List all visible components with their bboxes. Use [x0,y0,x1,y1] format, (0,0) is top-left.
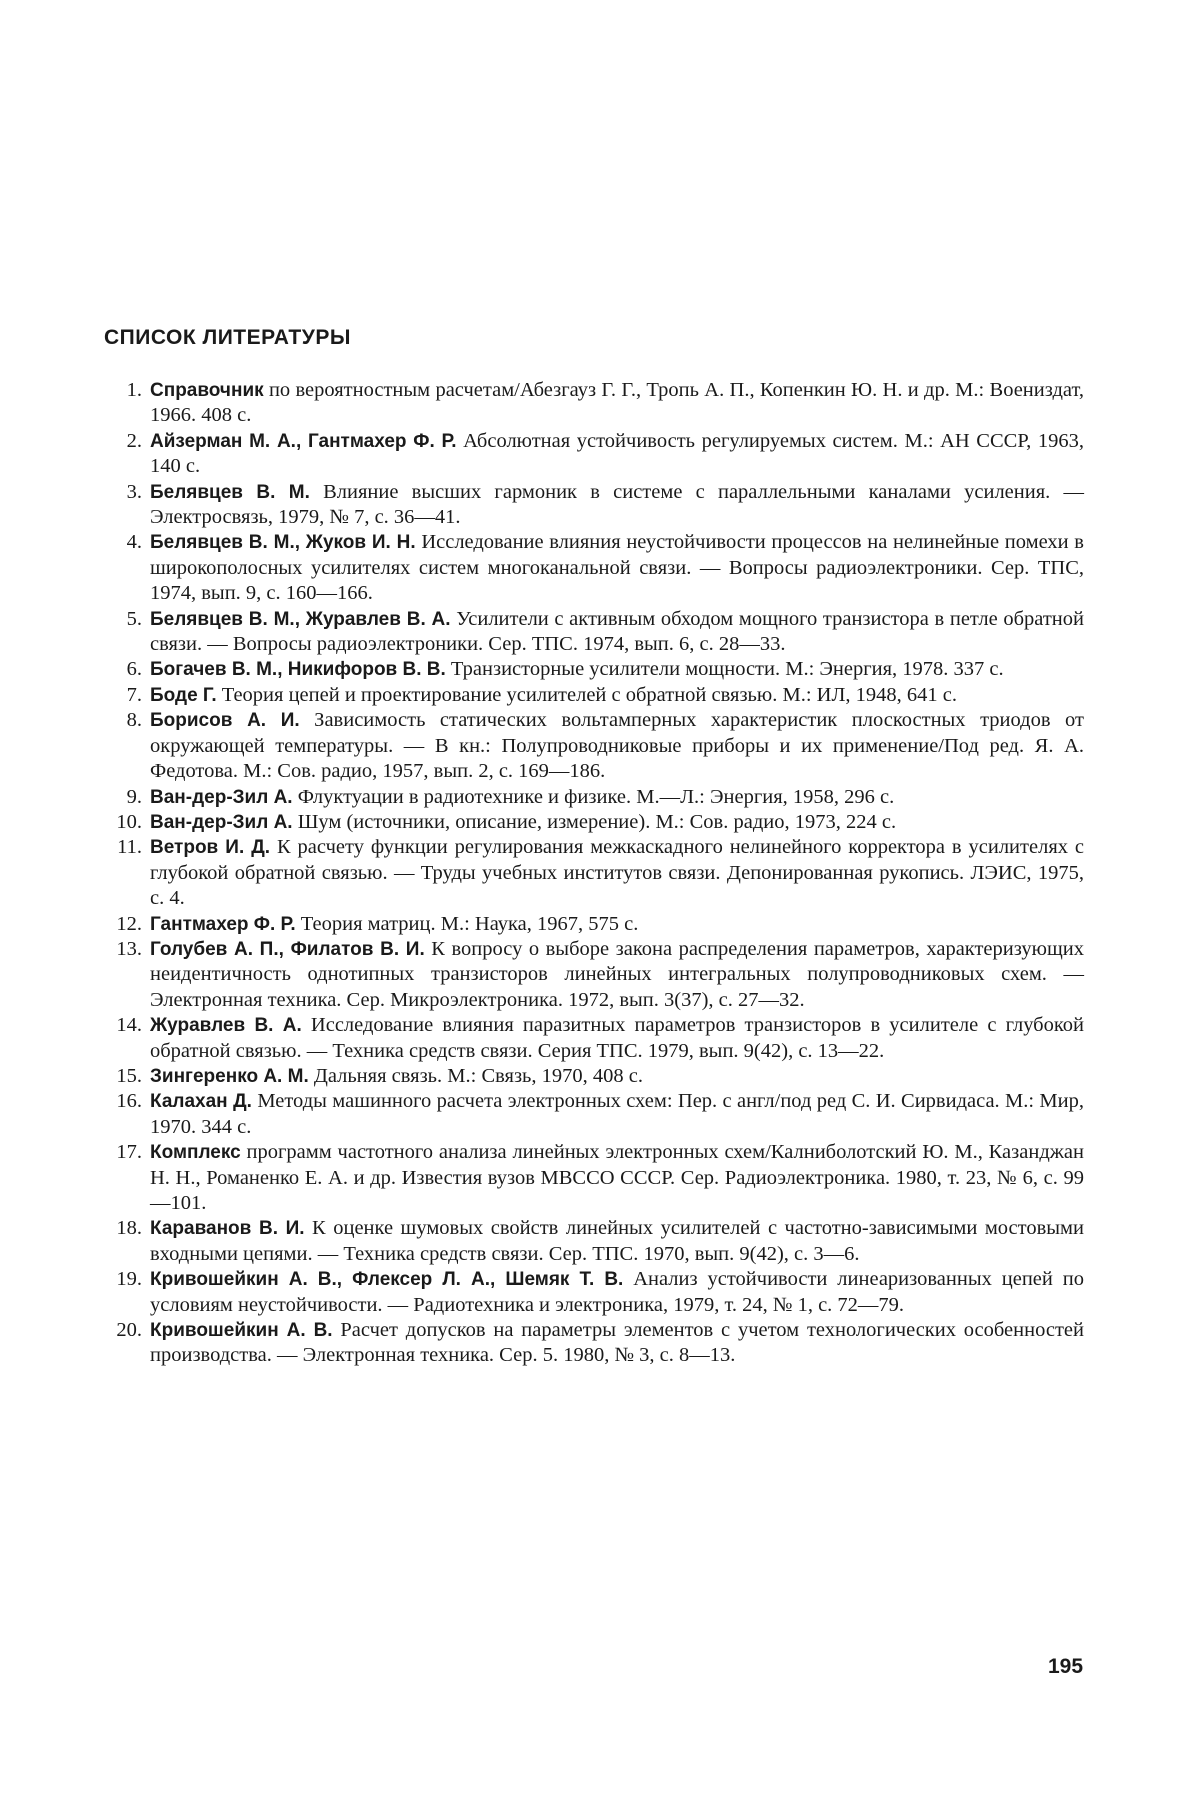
page-number: 195 [1048,1655,1084,1678]
reference-author: Ван-дер-Зил А. [150,811,293,833]
reference-item [104,1089,1084,1140]
reference-author: Зингеренко А. М. [150,1065,309,1087]
reference-item [104,607,1084,658]
reference-item [104,810,1084,835]
reference-author: Кривошейкин А. В. [150,1320,333,1342]
reference-number: 11. [117,836,142,859]
reference-text: К вопросу о выборе закона распределения параметров, характеризующих неидентичность однотипных транзисторов линейных интегральных полупроводниковых схем. — Электронная техника. Сер. Микроэлектроника. 1972, вып. 3(37), с. 27—32. [150,937,1084,1011]
reference-item [104,835,1084,911]
reference-number: 7. [126,683,142,706]
reference-number: 5. [126,607,142,630]
reference-author: Журавлев В. А. [150,1015,302,1037]
reference-text: Исследование влияния паразитных параметров транзисторов в усилителе с глубокой обратной связью. — Техника средств связи. Серия ТПС. 1979, вып. 9(42), с. 13—22. [150,1014,1084,1062]
reference-author: Айзерман М. А., Гантмахер Ф. Р. [150,430,457,452]
reference-text: Дальняя связь. М.: Связь, 1970, 408 с. [308,1064,644,1087]
reference-item [104,912,1084,937]
reference-number: 4. [126,531,142,554]
reference-item [104,1216,1084,1267]
reference-text: программ частотного анализа линейных электронных схем/Калниболотский Ю. М., Казанджан Н. Н., Романенко Е. А. и др. Известия вузов МВССО СССР. Сер. Радиоэлектроника. 1980, т. 23, № 6, с. 99—101. [150,1141,1084,1214]
reference-author: Борисов А. И. [150,710,300,732]
reference-author: Комплекс [150,1142,241,1164]
reference-author: Боде Г. [150,684,217,706]
reference-item [104,708,1084,784]
reference-number: 6. [126,658,142,681]
reference-item [104,480,1084,531]
reference-number: 20. [116,1319,142,1342]
reference-author: Справочник [150,380,264,401]
reference-text: К оценке шумовых свойств линейных усилителей с частотно-зависимыми мостовыми входными цепями. — Техника средств связи. Сер. ТПС. 1970, вып. 9(42), с. 3—6. [150,1217,1084,1265]
reference-number: 9. [126,785,142,808]
reference-item [104,1064,1084,1089]
reference-text: Усилители с активным обходом мощного транзистора в петле обратной связи. — Вопросы радиоэлектроники. Сер. ТПС. 1974, вып. 6, с. 28—33. [150,607,1084,656]
reference-author: Караванов В. И. [150,1218,305,1240]
reference-item [104,1013,1084,1064]
reference-author: Ветров И. Д. [150,837,271,859]
reference-text: Анализ устойчивости линеаризованных цепей по условиям неустойчивости. — Радиотехника и электроника, 1979, т. 24, № 1, с. 72—79. [150,1268,1084,1316]
reference-author: Кривошейкин А. В., Флексер Л. А., Шемяк Т. В. [150,1269,624,1291]
reference-item [104,683,1084,708]
reference-text: Зависимость статических вольтамперных характеристик плоскостных триодов от окружающей температуры. — В кн.: Полупроводниковые приборы и их применение/Под ред. Я. А. Федотова. М.: Сов. радио, 1957, вып. 2, с. 169—186. [150,709,1084,783]
reference-number: 3. [126,480,142,503]
reference-number: 8. [126,709,142,732]
reference-text: Транзисторные усилители мощности. М.: Энергия, 1978. 337 с. [445,658,1004,681]
reference-author: Ван-дер-Зил А. [150,786,293,808]
reference-text: Расчет допусков на параметры элементов с учетом технологических особенностей производства. — Электронная техника. Сер. 5. 1980, № 3, с. 8—13. [150,1319,1084,1367]
reference-item [104,1267,1084,1318]
reference-text: Влияние высших гармоник в системе с параллельными каналами усиления. — Электросвязь, 1979, № 7, с. 36—41. [150,480,1084,529]
reference-text: Теория цепей и проектирование усилителей с обратной связью. М.: ИЛ, 1948, 641 с. [216,683,957,706]
reference-item [104,785,1084,810]
reference-item [104,378,1084,429]
reference-item [104,429,1084,480]
reference-number: 2. [126,429,142,452]
reference-text: К расчету функции регулирования межкаскадного нелинейного корректора в усилителях с глубокой обратной связью. — Труды учебных институтов связи. Депонированная рукопись. ЛЭИС, 1975, с. 4. [150,836,1084,910]
reference-number: 14. [116,1014,142,1037]
reference-author: Белявцев В. М. [150,481,310,503]
reference-item [104,1318,1084,1369]
reference-number: 16. [116,1090,142,1113]
reference-item [104,657,1084,682]
reference-author: Белявцев В. М., Жуков И. Н. [150,532,416,554]
reference-text: Флуктуации в радиотехнике и физике. М.—Л.: Энергия, 1958, 296 с. [292,785,895,808]
reference-number: 19. [116,1268,142,1291]
page-title: СПИСОК ЛИТЕРАТУРЫ [104,326,351,349]
reference-text: Теория матриц. М.: Наука, 1967, 575 с. [295,912,639,935]
reference-item [104,1140,1084,1216]
reference-item [104,530,1084,606]
reference-author: Гантмахер Ф. Р. [150,913,296,935]
reference-number: 10. [116,810,142,833]
reference-text: по вероятностным расчетам/Абезгауз Г. Г., Тропь А. П., Копенкин Ю. Н. и др. М.: Воениздат, 1966. 408 с. [150,379,1084,427]
reference-text: Исследование влияния неустойчивости процессов на нелинейные помехи в широкополосных усилителях систем многоканальной связи. — Вопросы радиоэлектроники. Сер. ТПС, 1974, вып. 9, с. 160—166. [150,531,1084,605]
reference-item [104,937,1084,1013]
reference-author: Калахан Д. [150,1091,252,1113]
reference-number: 17. [116,1141,142,1164]
reference-list [104,378,1084,1369]
reference-text: Шум (источники, описание, измерение). М.: Сов. радио, 1973, 224 с. [292,810,897,833]
reference-author: Белявцев В. М., Журавлев В. А. [150,608,451,630]
reference-number: 18. [116,1217,142,1240]
reference-number: 1. [126,379,142,401]
reference-author: Голубев А. П., Филатов В. И. [150,938,425,960]
reference-number: 15. [116,1064,142,1087]
reference-number: 12. [116,912,142,935]
reference-text: Абсолютная устойчивость регулируемых систем. М.: АН СССР, 1963, 140 с. [150,429,1084,478]
reference-text: Методы машинного расчета электронных схем: Пер. с англ/под ред С. И. Сирвидаса. М.: Мир, 1970. 344 с. [150,1090,1084,1138]
reference-number: 13. [116,937,142,960]
reference-author: Богачев В. М., Никифоров В. В. [150,659,446,681]
